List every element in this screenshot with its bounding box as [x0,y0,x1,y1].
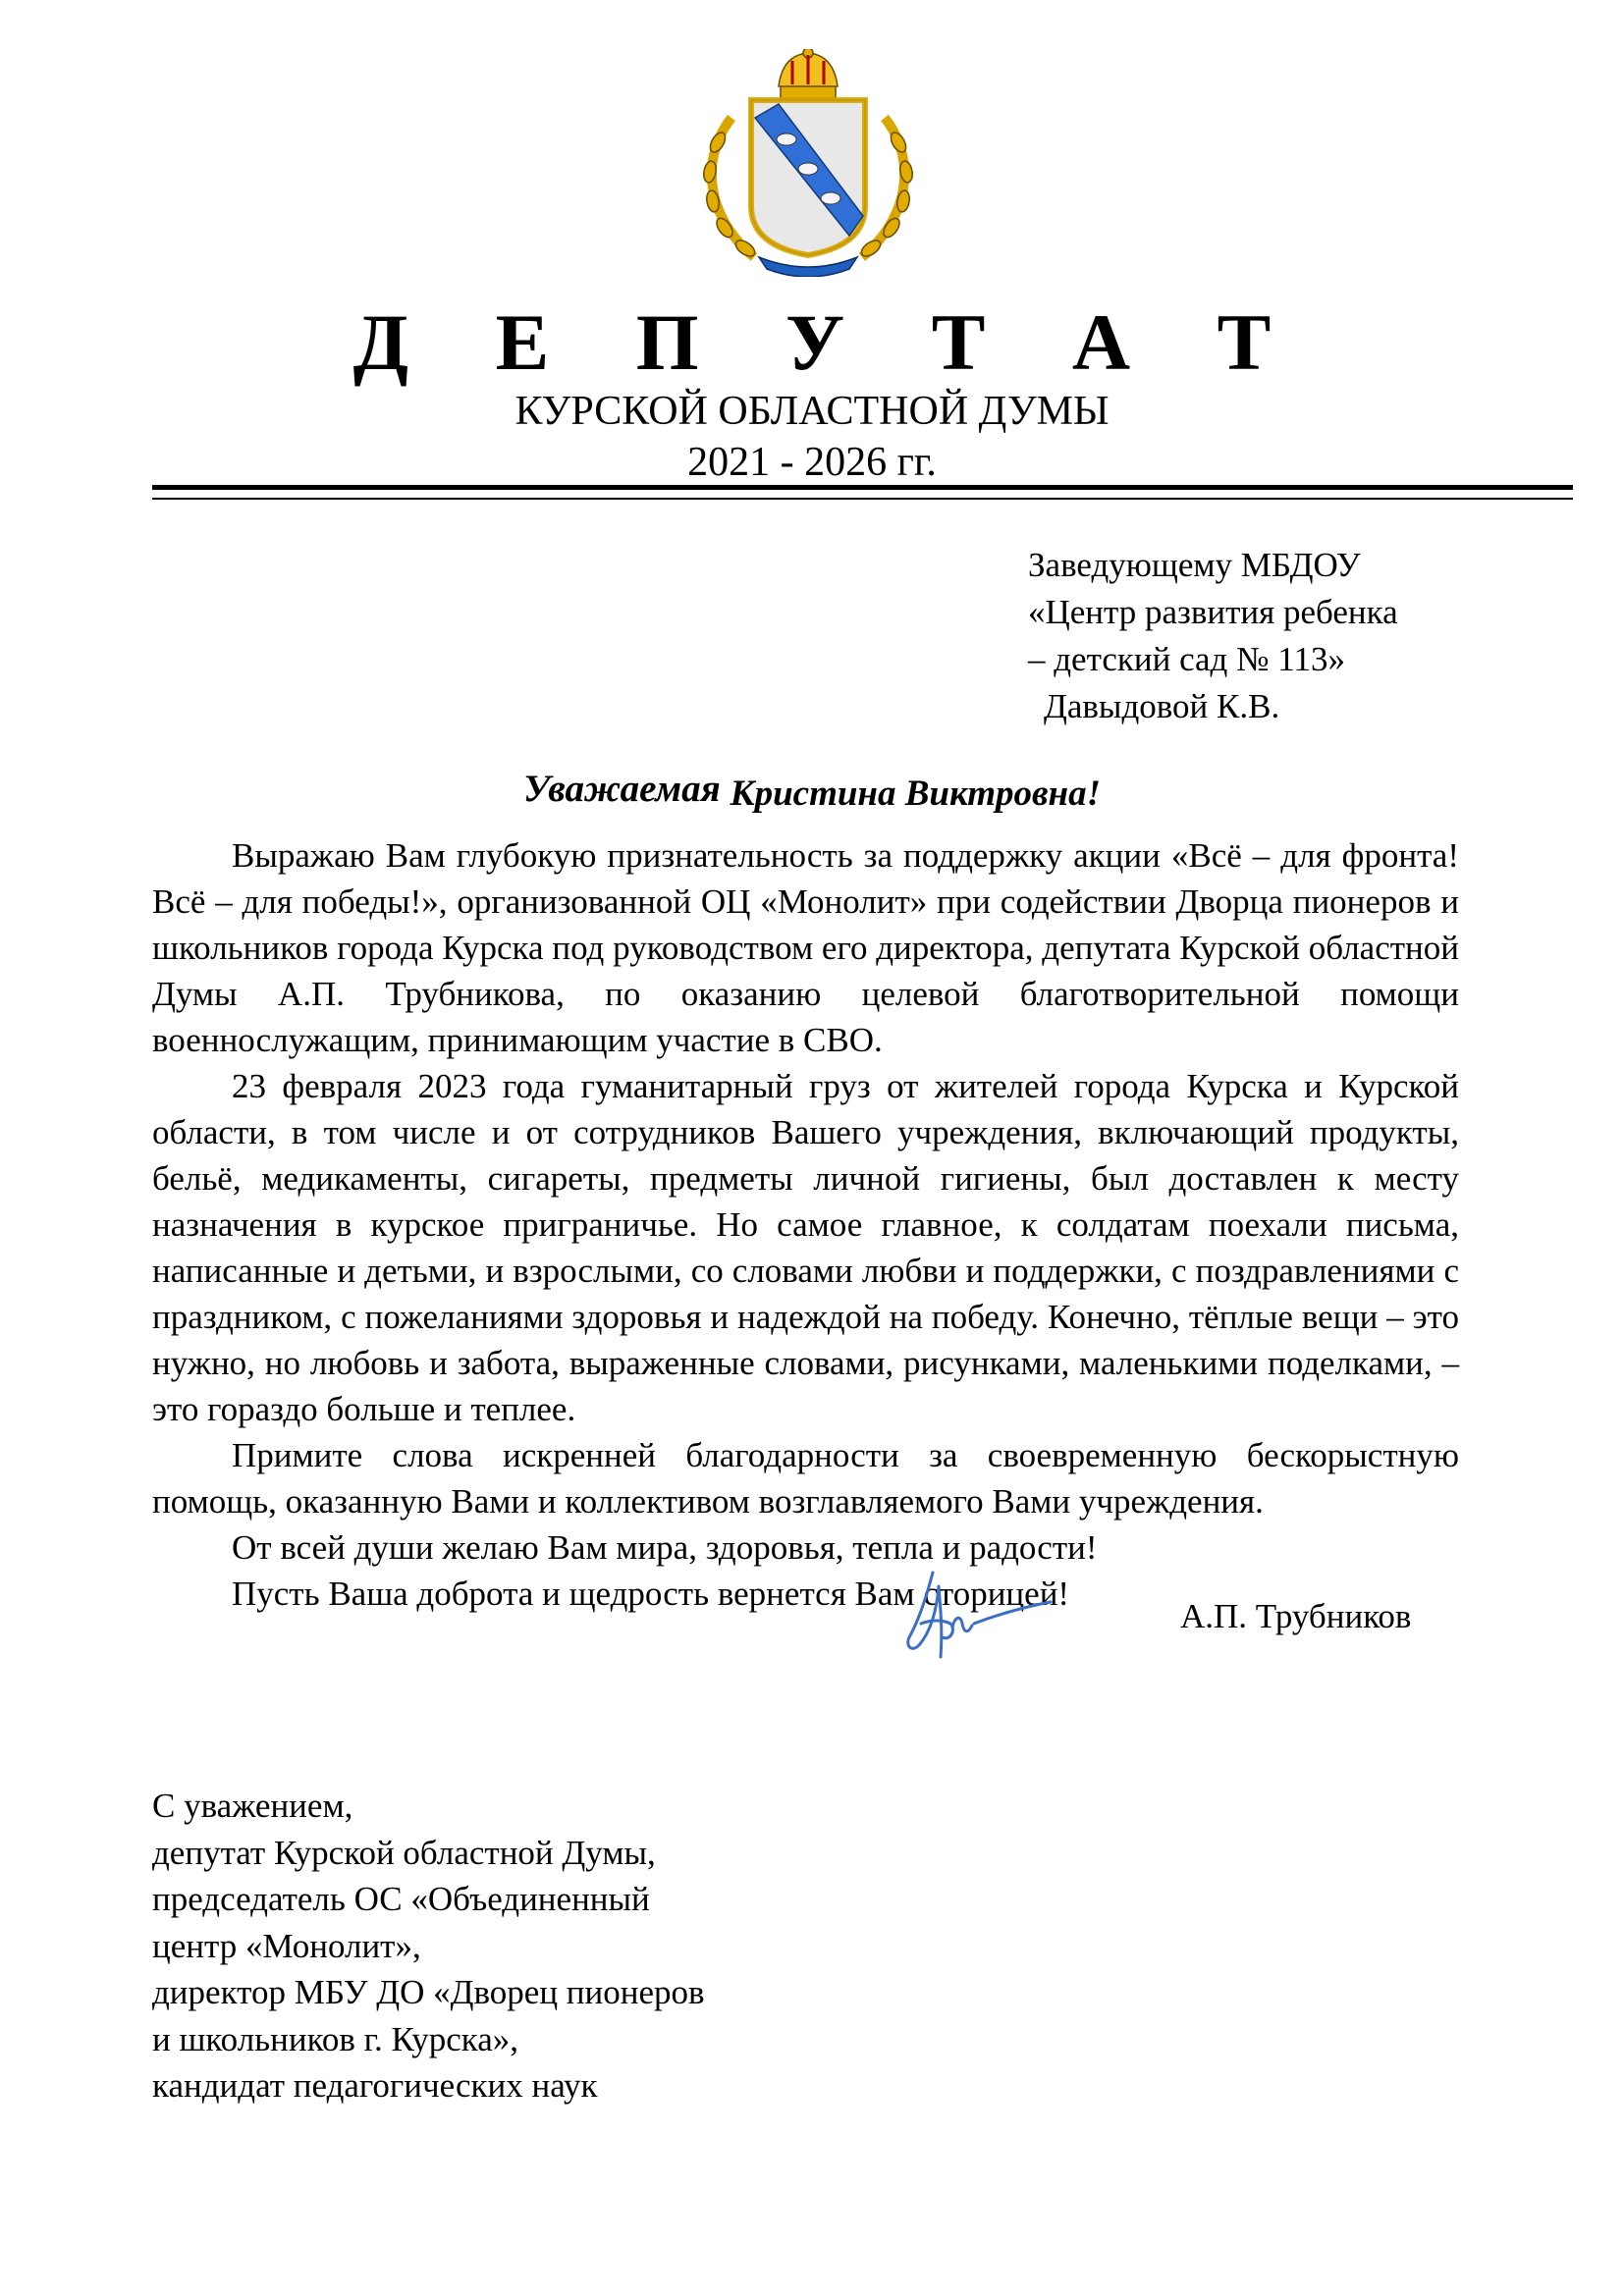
closing-line: и школьников г. Курска», [152,2019,519,2058]
document-subtitle-duma: КУРСКОЙ ОБЛАСТНОЙ ДУМЫ [514,389,1110,434]
closing-line: депутат Курской областной Думы, [152,1833,656,1872]
addressee-line: «Центр развития ребенка [1028,593,1398,631]
body-paragraph: От всей души желаю Вам мира, здоровья, тепла и радости! [232,1528,1098,1567]
greeting [0,768,1624,814]
body-paragraph: Пусть Ваша доброта и щедрость вернется Вам сторицей! [232,1575,1070,1613]
body-paragraph: 23 февраля 2023 года гуманитарный груз от жителей города Курска и Курской области, в том числе и от сотрудников Вашего учреждения, включающий продукты, бельё, медикаменты, сигареты, предметы личной гигиены, был доставлен к месту назначения в курское приграничье. Но самое главное, к солдатам поехали письма, написанные и детьми, и взрослыми, со словами любви и поддержки, с поздравлениями с праздником, с пожеланиями здоровья и надеждой на победу. Конечно, тёплые вещи – это нужно, но любовь и забота, выраженные словами, рисунками, маленькими поделками, – это гораздо больше и теплее. [152,1067,1459,1428]
coat-of-arms-icon [680,49,936,277]
closing-line: директор МБУ ДО «Дворец пионеров [152,1973,705,2011]
signer-name: А.П. Трубников [1180,1597,1412,1635]
body-paragraph: Выражаю Вам глубокую признательность за поддержку акции «Всё – для фронта! Всё – для победы!», организованной ОЦ «Монолит» при содействии Дворца пионеров и школьников города Курска под руководством его директора, депутата Курской областной Думы А.П. Трубникова, по оказанию целевой благотворительной помощи военнослужащим, принимающим участие в СВО. [152,836,1459,1059]
addressee-line: – детский сад № 113» [1028,640,1345,678]
closing-line: С уважением, [152,1787,353,1825]
document-subtitle-term: 2021 - 2026 гг. [687,440,937,485]
addressee-line: Заведующему МБДОУ [1028,546,1361,584]
letter-body [152,832,1459,1617]
closing-line: центр «Монолит», [152,1926,421,1965]
header-rule-thick [152,485,1573,490]
closing-block [152,1783,839,2109]
greeting-salutation: Уважаемая [523,768,721,810]
addressee-block [1028,542,1539,730]
closing-line: кандидат педагогических наук [152,2066,598,2105]
document-title: Д Е П У Т А Т [352,297,1305,387]
greeting-name: Кристина Виктровна! [730,774,1101,814]
closing-line: председатель ОС «Объединенный [152,1880,650,1918]
body-paragraph: Примите слова искренней благодарности за своевременную бескорыстную помощь, оказанную Вами и коллективом возглавляемого Вами учреждения. [152,1436,1459,1521]
header-rule-thin [152,498,1573,500]
addressee-name: Давыдовой К.В. [1044,687,1280,725]
signature-icon [892,1551,1058,1679]
